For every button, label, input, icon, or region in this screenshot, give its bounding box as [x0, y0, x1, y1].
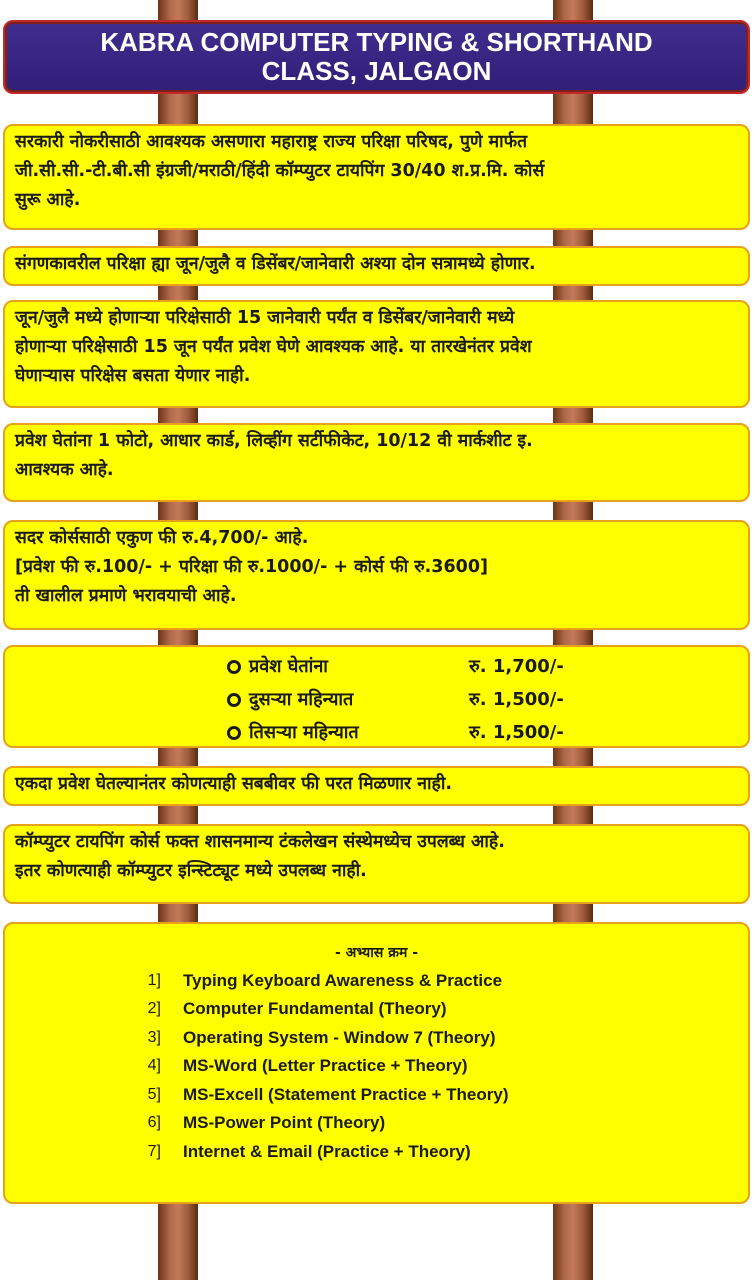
page-title — [3, 20, 750, 94]
syllabus-item — [15, 1109, 738, 1138]
installment-amount: रु. 1,500/- — [469, 722, 564, 743]
notice-line: सदर कोर्ससाठी एकुण फी रु.4,700/- आहे. — [15, 528, 309, 548]
notice-line: सुरू आहे. — [15, 190, 81, 210]
installment-label: प्रवेश घेतांना — [249, 656, 328, 677]
notice-line: घेणाऱ्यास परिक्षेस बसता येणार नाही. — [15, 366, 251, 386]
syllabus-item-number: 1] — [147, 971, 161, 989]
syllabus-item-number: 2] — [147, 1000, 161, 1018]
bullet-circle-icon — [227, 693, 241, 707]
syllabus-item — [15, 995, 738, 1024]
title-line-2: CLASS, JALGAON — [261, 56, 492, 86]
installment-row — [227, 716, 738, 749]
syllabus-item-number: 7] — [147, 1142, 161, 1160]
installment-label: दुसऱ्या महिन्यात — [249, 689, 354, 710]
syllabus-item — [15, 966, 738, 995]
course-intro-box — [3, 124, 750, 230]
notice-line: ती खालील प्रमाणे भरावयाची आहे. — [15, 586, 237, 606]
syllabus-item-text: Internet & Email (Practice + Theory) — [183, 1141, 471, 1161]
installment-row — [227, 683, 738, 716]
syllabus-item-text: MS-Power Point (Theory) — [183, 1113, 386, 1133]
syllabus-item-text: MS-Excell (Statement Practice + Theory) — [183, 1084, 509, 1104]
notice-line: एकदा प्रवेश घेतल्यानंतर कोणत्याही सबबीवर फी परत मिळणार नाही. — [15, 774, 453, 794]
notice-line: कॉम्प्युटर टायपिंग कोर्स फक्त शासनमान्य टंकलेखन संस्थेमध्येच उपलब्ध आहे. — [15, 832, 505, 852]
syllabus-title: - अभ्यास क्रम - — [334, 945, 419, 961]
fees-box — [3, 520, 750, 630]
bullet-circle-icon — [227, 660, 241, 674]
installments-box — [3, 645, 750, 748]
syllabus-item-text: Typing Keyboard Awareness & Practice — [183, 970, 503, 990]
syllabus-item — [15, 1137, 738, 1166]
bullet-circle-icon — [227, 726, 241, 740]
exam-schedule-box — [3, 246, 750, 286]
syllabus-item-number: 3] — [147, 1028, 161, 1046]
notice-line: प्रवेश घेतांना 1 फोटो, आधार कार्ड, लिव्हींग सर्टीफीकेट, 10/12 वी मार्कशीट इ. — [15, 431, 533, 451]
notice-line: [प्रवेश फी रु.100/- + परिक्षा फी रु.1000/- + कोर्स फी रु.3600] — [15, 557, 489, 577]
refund-policy-box — [3, 766, 750, 806]
notice-line: जी.सी.सी.-टी.बी.सी इंग्रजी/मराठी/हिंदी कॉम्प्युटर टायपिंग 30/40 श.प्र.मि. कोर्स — [15, 161, 545, 181]
documents-box — [3, 423, 750, 502]
notice-line: इतर कोणत्याही कॉम्प्युटर इन्स्टिट्यूट मध्ये उपलब्ध नाही. — [15, 861, 367, 881]
installment-row — [227, 650, 738, 683]
admission-deadline-box — [3, 300, 750, 408]
syllabus-item-text: Computer Fundamental (Theory) — [183, 999, 447, 1019]
syllabus-item — [15, 1052, 738, 1081]
title-line-1: KABRA COMPUTER TYPING & SHORTHAND — [100, 27, 653, 57]
syllabus-item-number: 4] — [147, 1057, 161, 1075]
availability-box — [3, 824, 750, 904]
syllabus-box — [3, 922, 750, 1204]
syllabus-item — [15, 1023, 738, 1052]
installment-amount: रु. 1,700/- — [469, 656, 564, 677]
notice-line: सरकारी नोकरीसाठी आवश्यक असणारा महाराष्ट्र राज्य परिक्षा परिषद, पुणे मार्फत — [15, 132, 528, 152]
installment-amount: रु. 1,500/- — [469, 689, 564, 710]
installment-label: तिसऱ्या महिन्यात — [249, 722, 359, 743]
notice-line: होणाऱ्या परिक्षेसाठी 15 जून पर्यंत प्रवेश घेणे आवश्यक आहे. या तारखेनंतर प्रवेश — [15, 337, 532, 357]
notice-line: आवश्यक आहे. — [15, 460, 114, 480]
syllabus-item-text: MS-Word (Letter Practice + Theory) — [183, 1056, 468, 1076]
notice-line: जून/जुलै मध्ये होणाऱ्या परिक्षेसाठी 15 जानेवारी पर्यंत व डिसेंबर/जानेवारी मध्ये — [15, 308, 515, 328]
notice-line: संगणकावरील परिक्षा ह्या जून/जुलै व डिसेंबर/जानेवारी अश्या दोन सत्रामध्ये होणार. — [15, 254, 536, 274]
syllabus-item-number: 5] — [147, 1085, 161, 1103]
syllabus-item-number: 6] — [147, 1114, 161, 1132]
syllabus-item-text: Operating System - Window 7 (Theory) — [183, 1027, 496, 1047]
syllabus-item — [15, 1080, 738, 1109]
